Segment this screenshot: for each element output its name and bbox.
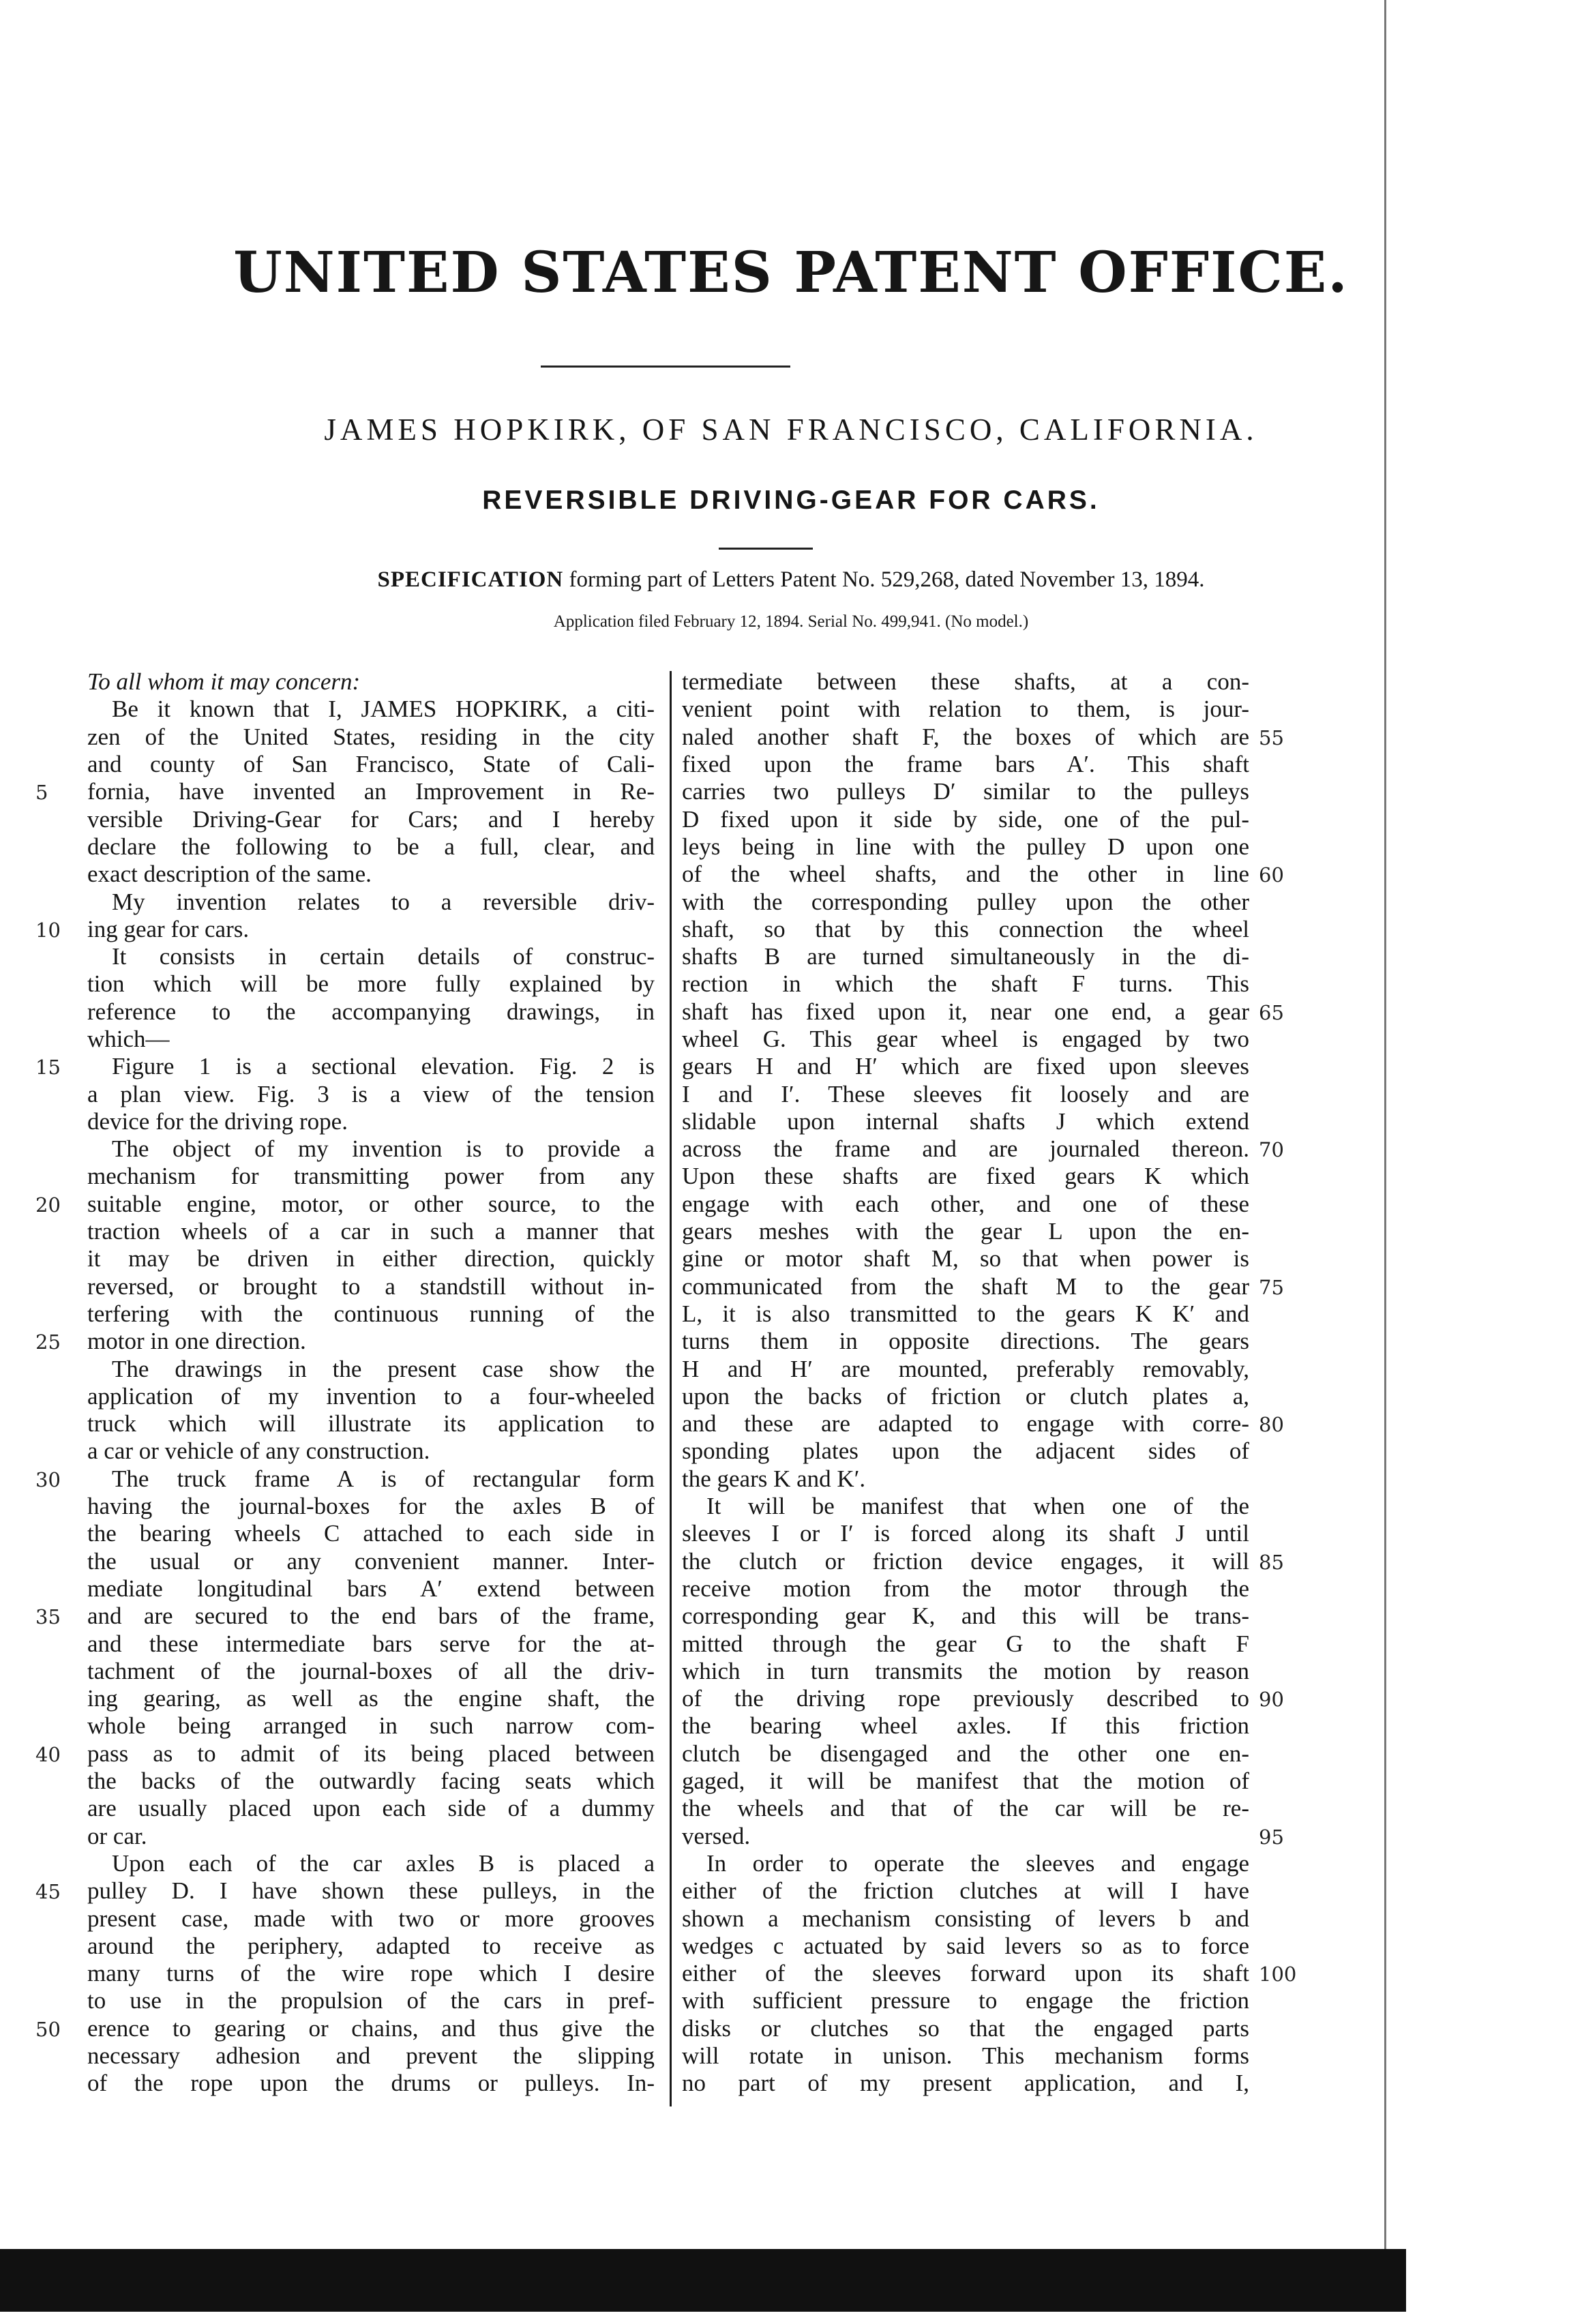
text-line-content: The drawings in the present case show the xyxy=(112,1355,655,1382)
text-line-content: around the periphery, adapted to receive as xyxy=(87,1932,655,1959)
text-line xyxy=(682,1245,1249,1272)
text-line-content: Upon each of the car axles B is placed a xyxy=(112,1849,655,1877)
invention-divider xyxy=(719,548,813,550)
text-line-content: clutch be disengaged and the other one en- xyxy=(682,1740,1249,1767)
text-line xyxy=(87,1960,655,1987)
column-divider xyxy=(670,671,672,2106)
text-line-content: mediate longitudinal bars A′ extend between xyxy=(87,1575,655,1602)
line-number: 30 xyxy=(35,1468,61,1491)
text-line-content: ing gearing, as well as the engine shaft, the xyxy=(87,1685,655,1712)
text-line-content: are usually placed upon each side of a dummy xyxy=(87,1795,655,1822)
spec-text: forming part of Letters Patent No. 529,268, dated November 13, 1894. xyxy=(569,567,1205,592)
text-line-content: engage with each other, and one of these xyxy=(682,1190,1249,1217)
text-line-content: gine or motor shaft M, so that when power is xyxy=(682,1245,1249,1272)
text-line xyxy=(87,2070,655,2097)
text-line-content: slidable upon internal shafts J which extend xyxy=(682,1107,1249,1135)
text-line-content: the usual or any convenient manner. Inter- xyxy=(87,1547,655,1575)
text-line-content: terfering with the continuous running of the xyxy=(87,1300,655,1327)
text-line xyxy=(682,1135,1249,1163)
line-number: 75 xyxy=(1259,1275,1284,1299)
text-line xyxy=(87,1245,655,1272)
text-line xyxy=(87,1191,655,1218)
text-line xyxy=(682,970,1249,998)
text-line-content: pulley D. I have shown these pulleys, in the xyxy=(87,1877,655,1905)
text-line-content: traction wheels of a car in such a manner that xyxy=(87,1218,655,1245)
text-line xyxy=(682,1850,1249,1877)
text-line xyxy=(682,1933,1249,1960)
text-line xyxy=(682,1300,1249,1328)
text-line xyxy=(87,2015,655,2042)
line-number: 90 xyxy=(1259,1688,1284,1712)
text-line-content: The object of my invention is to provide a xyxy=(112,1135,655,1163)
text-line-content: exact description of the same. xyxy=(87,861,372,888)
text-line xyxy=(682,1080,1249,1107)
text-line xyxy=(87,916,655,943)
text-line xyxy=(87,751,655,778)
text-line-content: suitable engine, motor, or other source, to the xyxy=(87,1190,655,1217)
scan-bottom-border xyxy=(0,2249,1406,2312)
text-line xyxy=(682,1740,1249,1768)
text-line xyxy=(682,916,1249,943)
text-line-content: the wheels and that of the car will be re- xyxy=(682,1795,1249,1822)
text-line-content: rection in which the shaft F turns. This xyxy=(682,970,1249,998)
text-line xyxy=(87,1630,655,1657)
text-line xyxy=(682,1108,1249,1135)
text-line xyxy=(87,668,655,696)
text-line xyxy=(87,1163,655,1190)
text-line xyxy=(87,1108,655,1135)
text-line xyxy=(87,1383,655,1410)
line-number: 10 xyxy=(35,918,61,942)
text-line xyxy=(87,888,655,915)
text-line xyxy=(87,1987,655,2014)
text-line-content: the gears K and K′. xyxy=(682,1465,866,1492)
text-line xyxy=(682,668,1249,696)
text-line-content: mechanism for transmitting power from any xyxy=(87,1163,655,1190)
text-line xyxy=(87,805,655,833)
text-line xyxy=(682,1493,1249,1520)
specification-line xyxy=(0,567,1582,593)
text-line xyxy=(87,1300,655,1328)
text-line-content: L, it is also transmitted to the gears K K′ and xyxy=(682,1300,1249,1327)
text-line-content: tachment of the journal-boxes of all the driv- xyxy=(87,1657,655,1684)
office-title: UNITED STATES PATENT OFFICE. xyxy=(233,240,1349,306)
text-line xyxy=(87,1905,655,1932)
text-line xyxy=(682,1960,1249,1987)
text-line xyxy=(87,1135,655,1163)
text-line-content: it may be driven in either direction, quickly xyxy=(87,1245,655,1272)
text-line-content: shown a mechanism consisting of levers b and xyxy=(682,1905,1249,1932)
text-line-content: truck which will illustrate its application to xyxy=(87,1410,655,1437)
text-line-content: erence to gearing or chains, and thus give the xyxy=(87,2014,655,2042)
text-line xyxy=(682,1026,1249,1053)
text-line-content: upon the backs of friction or clutch plates a, xyxy=(682,1382,1249,1410)
text-line-content: or car. xyxy=(87,1822,147,1849)
text-line-content: device for the driving rope. xyxy=(87,1107,348,1135)
text-line xyxy=(682,2015,1249,2042)
text-line-content: gears H and H′ which are fixed upon sleeves xyxy=(682,1053,1249,1080)
text-line xyxy=(87,833,655,861)
line-number: 50 xyxy=(35,2017,61,2041)
text-line-content: present case, made with two or more grooves xyxy=(87,1905,655,1932)
invention-title: REVERSIBLE DRIVING-GEAR FOR CARS. xyxy=(482,486,1100,515)
text-line xyxy=(87,696,655,723)
text-line-content: The truck frame A is of rectangular form xyxy=(112,1465,655,1492)
text-line xyxy=(87,1437,655,1465)
line-number: 65 xyxy=(1259,1000,1284,1024)
text-line xyxy=(682,998,1249,1026)
text-line xyxy=(682,1548,1249,1575)
text-line-content: disks or clutches so that the engaged parts xyxy=(682,2014,1249,2042)
text-line-content: receive motion from the motor through the xyxy=(682,1575,1249,1602)
text-line-content: whole being arranged in such narrow com- xyxy=(87,1712,655,1740)
text-line xyxy=(87,1712,655,1740)
text-line-content: necessary adhesion and prevent the slipping xyxy=(87,2042,655,2069)
text-line xyxy=(682,1520,1249,1547)
text-line-content: application of my invention to a four-wheeled xyxy=(87,1382,655,1410)
text-line xyxy=(87,1026,655,1053)
line-number: 40 xyxy=(35,1742,61,1766)
line-number: 15 xyxy=(35,1056,61,1079)
text-line-content: venient point with relation to them, is jour- xyxy=(682,696,1249,723)
text-line-content: will rotate in unison. This mechanism forms xyxy=(682,2042,1249,2069)
text-line-content: either of the sleeves forward upon its shaft xyxy=(682,1960,1249,1987)
text-line-content: carries two pulleys D′ similar to the pulleys xyxy=(682,778,1249,805)
text-line xyxy=(87,943,655,970)
line-number: 20 xyxy=(35,1193,61,1217)
text-line xyxy=(682,1658,1249,1685)
text-line-content: versed. xyxy=(682,1822,751,1849)
text-line-content: To all whom it may concern: xyxy=(87,668,361,696)
text-line-content: turns them in opposite directions. The gears xyxy=(682,1328,1249,1355)
text-line-content: zen of the United States, residing in the city xyxy=(87,723,655,750)
text-line-content: no part of my present application, and I, xyxy=(682,2070,1249,2097)
text-line xyxy=(682,805,1249,833)
text-line xyxy=(87,2042,655,2070)
text-line-content: which in turn transmits the motion by reason xyxy=(682,1657,1249,1684)
text-line xyxy=(682,1630,1249,1657)
line-number: 100 xyxy=(1259,1963,1297,1986)
text-line xyxy=(87,998,655,1026)
text-line-content: the bearing wheels C attached to each side in xyxy=(87,1520,655,1547)
page-edge xyxy=(1384,0,1386,2250)
text-line xyxy=(682,1191,1249,1218)
text-line xyxy=(682,724,1249,751)
text-line xyxy=(682,2042,1249,2070)
text-line-content: versible Driving-Gear for Cars; and I hereby xyxy=(87,805,655,833)
text-line-content: and these intermediate bars serve for the at- xyxy=(87,1630,655,1657)
text-line-content: My invention relates to a reversible driv- xyxy=(112,888,655,915)
text-line xyxy=(87,778,655,805)
text-line-content: reference to the accompanying drawings, in xyxy=(87,998,655,1025)
text-line xyxy=(682,1603,1249,1630)
line-number: 5 xyxy=(35,781,48,805)
line-number: 60 xyxy=(1259,863,1284,887)
text-line-content: D fixed upon it side by side, one of the pul- xyxy=(682,805,1249,833)
text-line-content: to use in the propulsion of the cars in pref- xyxy=(87,1987,655,2014)
text-line-content: mitted through the gear G to the shaft F xyxy=(682,1630,1249,1657)
text-line-content: pass as to admit of its being placed between xyxy=(87,1740,655,1767)
text-line-content: sleeves I or I′ is forced along its shaft J until xyxy=(682,1520,1249,1547)
text-line xyxy=(682,1410,1249,1437)
text-line xyxy=(682,1163,1249,1190)
text-line xyxy=(682,1905,1249,1932)
text-line xyxy=(682,1273,1249,1300)
text-line-content: I and I′. These sleeves fit loosely and are xyxy=(682,1080,1249,1107)
text-line-content: reversed, or brought to a standstill without in- xyxy=(87,1272,655,1300)
text-line xyxy=(87,1685,655,1712)
text-line xyxy=(682,778,1249,805)
line-number: 80 xyxy=(1259,1413,1284,1437)
text-line-content: sponding plates upon the adjacent sides of xyxy=(682,1437,1249,1465)
text-line-content: ing gear for cars. xyxy=(87,915,250,942)
text-line-content: naled another shaft F, the boxes of which are xyxy=(682,723,1249,750)
text-line xyxy=(682,1465,1249,1493)
text-line-content: the backs of the outwardly facing seats which xyxy=(87,1768,655,1795)
text-line xyxy=(682,2070,1249,2097)
text-line-content: It will be manifest that when one of the xyxy=(706,1493,1249,1520)
text-line-content: It consists in certain details of construc- xyxy=(112,943,655,970)
spec-prefix: SPECIFICATION xyxy=(377,567,564,592)
text-line-content: wheel G. This gear wheel is engaged by two xyxy=(682,1026,1249,1052)
text-line-content: across the frame and are journaled thereon. xyxy=(682,1135,1249,1163)
text-line-content: fornia, have invented an Improvement in Re- xyxy=(87,778,655,805)
text-line xyxy=(87,1410,655,1437)
text-line-content: wedges c actuated by said levers so as to force xyxy=(682,1932,1249,1959)
text-line xyxy=(682,1685,1249,1712)
text-line-content: declare the following to be a full, clear, and xyxy=(87,833,655,860)
text-line-content: and are secured to the end bars of the frame, xyxy=(87,1603,655,1630)
text-line-content: and these are adapted to engage with corre- xyxy=(682,1410,1249,1437)
text-line xyxy=(682,1795,1249,1822)
text-line-content: with the corresponding pulley upon the other xyxy=(682,888,1249,915)
text-line-content: a plan view. Fig. 3 is a view of the tension xyxy=(87,1080,655,1107)
application-line: Application filed February 12, 1894. Serial No. 499,941. (No model.) xyxy=(553,612,1029,631)
text-line xyxy=(682,1822,1249,1849)
text-line xyxy=(87,861,655,888)
text-line xyxy=(682,1383,1249,1410)
text-line-content: communicated from the shaft M to the gear xyxy=(682,1272,1249,1300)
text-line xyxy=(87,1355,655,1382)
text-line-content: Upon these shafts are fixed gears K which xyxy=(682,1163,1249,1190)
text-line xyxy=(682,696,1249,723)
text-line xyxy=(682,1053,1249,1080)
text-line xyxy=(682,1768,1249,1795)
text-line xyxy=(87,1273,655,1300)
text-line-content: of the wheel shafts, and the other in line xyxy=(682,861,1249,888)
line-number: 55 xyxy=(1259,726,1284,749)
text-line xyxy=(87,1493,655,1520)
text-line-content: leys being in line with the pulley D upon one xyxy=(682,833,1249,860)
text-line xyxy=(682,1328,1249,1355)
text-line xyxy=(682,943,1249,970)
text-line-content: having the journal-boxes for the axles B of xyxy=(87,1493,655,1520)
text-line-content: the clutch or friction device engages, it will xyxy=(682,1547,1249,1575)
text-line-content: which— xyxy=(87,1026,170,1052)
text-line xyxy=(682,1355,1249,1382)
text-line xyxy=(87,1520,655,1547)
text-line xyxy=(87,1877,655,1905)
line-number: 70 xyxy=(1259,1138,1284,1162)
line-number: 95 xyxy=(1259,1825,1284,1849)
text-line-content: fixed upon the frame bars A′. This shaft xyxy=(682,751,1249,778)
text-line-content: motor in one direction. xyxy=(87,1328,306,1355)
line-number: 35 xyxy=(35,1605,61,1629)
line-number: 25 xyxy=(35,1330,61,1354)
text-line-content: many turns of the wire rope which I desire xyxy=(87,1960,655,1987)
text-line-content: a car or vehicle of any construction. xyxy=(87,1437,430,1465)
text-line xyxy=(682,1575,1249,1603)
text-line xyxy=(87,970,655,998)
text-line xyxy=(87,1850,655,1877)
line-number: 45 xyxy=(35,1880,61,1904)
text-line-content: with sufficient pressure to engage the friction xyxy=(682,1987,1249,2014)
text-line-content: gears meshes with the gear L upon the en- xyxy=(682,1218,1249,1245)
text-line-content: either of the friction clutches at will I have xyxy=(682,1877,1249,1905)
right-column xyxy=(682,668,1249,2097)
text-line xyxy=(87,1575,655,1603)
text-line xyxy=(87,1548,655,1575)
title-divider xyxy=(541,366,790,368)
text-line-content: shafts B are turned simultaneously in the di- xyxy=(682,943,1249,970)
text-line xyxy=(682,751,1249,778)
text-line xyxy=(87,1465,655,1493)
text-line xyxy=(87,1080,655,1107)
text-line-content: of the driving rope previously described to xyxy=(682,1685,1249,1712)
text-line-content: shaft, so that by this connection the wheel xyxy=(682,915,1249,942)
text-line-content: corresponding gear K, and this will be trans- xyxy=(682,1603,1249,1630)
text-line xyxy=(682,1218,1249,1245)
text-line xyxy=(87,1795,655,1822)
text-line xyxy=(87,1053,655,1080)
text-line xyxy=(87,1822,655,1849)
text-line-content: shaft has fixed upon it, near one end, a gear xyxy=(682,998,1249,1025)
text-line-content: the bearing wheel axles. If this friction xyxy=(682,1712,1249,1740)
text-line xyxy=(87,1328,655,1355)
text-line xyxy=(87,1658,655,1685)
text-line xyxy=(682,833,1249,861)
text-line xyxy=(682,1712,1249,1740)
text-line xyxy=(87,1933,655,1960)
text-line-content: In order to operate the sleeves and engage xyxy=(706,1849,1249,1877)
left-column xyxy=(87,668,655,2097)
text-line-content: Be it known that I, JAMES HOPKIRK, a citi- xyxy=(112,696,655,723)
text-line-content: tion which will be more fully explained by xyxy=(87,970,655,998)
text-line xyxy=(87,1603,655,1630)
text-line xyxy=(682,1987,1249,2014)
text-line-content: of the rope upon the drums or pulleys. In- xyxy=(87,2070,655,2097)
text-line xyxy=(87,724,655,751)
text-line-content: gaged, it will be manifest that the motion of xyxy=(682,1768,1249,1795)
text-line xyxy=(87,1768,655,1795)
text-line xyxy=(682,1437,1249,1465)
inventor-line: JAMES HOPKIRK, OF SAN FRANCISCO, CALIFORNIA. xyxy=(324,413,1258,447)
text-line xyxy=(87,1740,655,1768)
text-line-content: H and H′ are mounted, preferably removably, xyxy=(682,1355,1249,1382)
text-line-content: termediate between these shafts, at a con- xyxy=(682,668,1249,696)
text-line-content: Figure 1 is a sectional elevation. Fig. 2 is xyxy=(112,1053,655,1080)
text-line xyxy=(87,1218,655,1245)
text-line xyxy=(682,888,1249,915)
line-number: 85 xyxy=(1259,1550,1284,1574)
text-line-content: and county of San Francisco, State of Cali- xyxy=(87,751,655,778)
text-line xyxy=(682,861,1249,888)
text-line xyxy=(682,1877,1249,1905)
